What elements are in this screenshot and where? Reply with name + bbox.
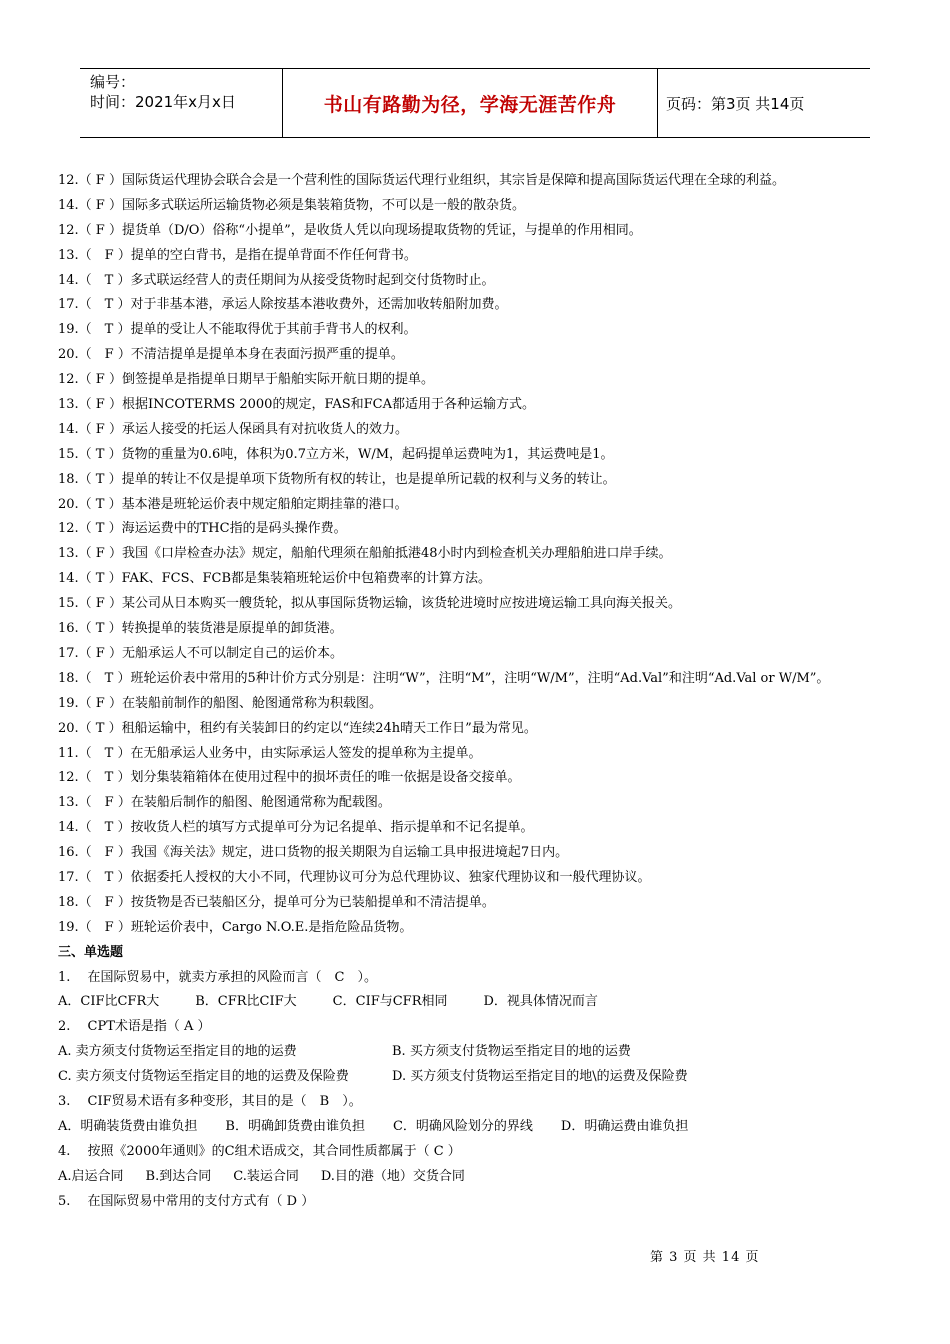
page-header xyxy=(80,68,870,138)
mc-option: D. 买方须支付货物运至指定目的地\的运费及保险费 xyxy=(392,1069,688,1085)
question-line: 13.（ F ）提单的空白背书，是指在提单背面不作任何背书。 xyxy=(58,247,417,263)
mc-option: A. 卖方须支付货物运至指定目的地的运费 xyxy=(58,1044,297,1060)
long-question: 18.（ T ）班轮运价表中常用的5种计价方式分别是：注明“W”，注明“M”，注明“W/M”，注明“Ad.Val”和注明“Ad.Val or W/M”。 xyxy=(58,670,830,686)
question-line: 13.（ F ）根据INCOTERMS 2000的规定，FAS和FCA都适用于各种运输方式。 xyxy=(58,397,535,413)
mc-question: 2. CPT术语是指（ A ） xyxy=(58,1019,211,1035)
question-line: 19.（ F ）在装船前制作的船图、舱图通常称为积载图。 xyxy=(58,695,382,711)
mc-question: 1. 在国际贸易中，就卖方承担的风险而言（ C ）。 xyxy=(58,969,377,985)
question-line: 12.（ F ）国际货运代理协会联合会是一个营利性的国际货运代理行业组织，其宗旨是保障和提高国际货运代理在全球的利益。 xyxy=(58,173,785,188)
question-line: 12.（ F ）倒签提单是指提单日期早于船舶实际开航日期的提单。 xyxy=(58,372,434,388)
question-line: 16.（ F ）我国《海关法》规定，进口货物的报关期限为自运输工具申报进境起7日内。 xyxy=(58,845,569,861)
mc-option: C.装运合同 xyxy=(233,1168,299,1184)
mc-option: C．明确风险划分的界线 xyxy=(392,1118,533,1134)
question-line: 19.（ T ）提单的受让人不能取得优于其前手背书人的权利。 xyxy=(58,322,417,338)
header-meta xyxy=(80,69,282,137)
question-line: 17.（ T ）依据委托人授权的大小不同，代理协议可分为总代理协议、独家代理协议和一般代理协议。 xyxy=(58,869,651,885)
question-line: 13.（ F ）在装船后制作的船图、舱图通常称为配载图。 xyxy=(58,795,391,811)
question-line: 18.（ F ）按货物是否已装船区分，提单可分为已装船提单和不清洁提单。 xyxy=(58,894,495,910)
mc-question: 5. 在国际贸易中常用的支付方式有（ D ） xyxy=(58,1193,315,1209)
mc-option: D.目的港（地）交货合同 xyxy=(320,1168,465,1184)
question-line: 15.（ F ）某公司从日本购买一艘货轮，拟从事国际货物运输，该货轮进境时应按进境运输工具向海关报关。 xyxy=(58,596,681,612)
mc-option: C. 卖方须支付货物运至指定目的地的运费及保险费 xyxy=(58,1069,349,1085)
question-line: 12.（ T ）海运运费中的THC指的是码头操作费。 xyxy=(58,521,347,537)
question-line: 20.（ T ）基本港是班轮运价表中规定船舶定期挂靠的港口。 xyxy=(58,496,408,512)
mc-options-row xyxy=(58,1165,894,1190)
mc-option: D．明确运费由谁负担 xyxy=(560,1118,689,1134)
question-line: 15.（ T ）货物的重量为0.6吨，体积为0.7立方米，W/M，起码提单运费吨为1，其运费吨是1。 xyxy=(58,446,614,462)
question-line: 16.（ T ）转换提单的装货港是原提单的卸货港。 xyxy=(58,621,343,637)
mc-option: B. 买方须支付货物运至指定目的地的运费 xyxy=(392,1044,631,1060)
question-line: 11.（ T ）在无船承运人业务中，由实际承运人签发的提单称为主提单。 xyxy=(58,745,482,761)
question-line: 14.（ F ）国际多式联运所运输货物必须是集装箱货物，不可以是一般的散杂货。 xyxy=(58,197,525,213)
question-line: 12.（ F ）提货单（D/O）俗称“小提单”，是收货人凭以向现场提取货物的凭证，与提单的作用相同。 xyxy=(58,222,642,238)
mc-options-row xyxy=(58,990,894,1015)
doc-number-label: 编号： xyxy=(90,73,136,91)
mc-option: C．CIF与CFR相同 xyxy=(332,994,448,1010)
page-footer: 第 3 页 共 14 页 xyxy=(650,1250,760,1265)
document-body xyxy=(58,169,894,1214)
section-title: 三、单选题 xyxy=(58,944,124,960)
mc-options-row xyxy=(58,1040,894,1065)
mc-options-row xyxy=(58,1065,894,1090)
question-line: 18.（ T ）提单的转让不仅是提单项下货物所有权的转让，也是提单所记载的权利与义务的转让。 xyxy=(58,471,616,487)
header-page-label: 页码：第3页 共14页 xyxy=(666,94,805,113)
question-line: 19.（ F ）班轮运价表中，Cargo N.O.E.是指危险品货物。 xyxy=(58,919,413,935)
doc-time-label: 时间：2021年x月x日 xyxy=(90,93,236,111)
question-line: 14.（ F ）承运人接受的托运人保函具有对抗收货人的效力。 xyxy=(58,421,408,437)
question-line: 14.（ T ）FAK、FCS、FCB都是集装箱班轮运价中包箱费率的计算方法。 xyxy=(58,571,491,587)
question-line: 20.（ F ）不清洁提单是提单本身在表面污损严重的提单。 xyxy=(58,347,404,363)
question-line: 14.（ T ）按收货人栏的填写方式提单可分为记名提单、指示提单和不记名提单。 xyxy=(58,820,534,836)
mc-option: A．明确装货费由谁负担 xyxy=(58,1118,198,1134)
mc-options-row xyxy=(58,1115,894,1140)
true-false-list xyxy=(58,169,894,667)
question-line: 14.（ T ）多式联运经营人的责任期间为从接受货物时起到交付货物时止。 xyxy=(58,272,495,288)
header-motto: 书山有路勤为径，学海无涯苦作舟 xyxy=(282,69,658,137)
mc-option: A.启运合同 xyxy=(58,1168,124,1184)
mc-question: 3. CIF贸易术语有多种变形，其目的是（ B ）。 xyxy=(58,1093,362,1109)
mc-option: D．视具体情况而言 xyxy=(483,994,598,1010)
mc-question: 4. 按照《2000年通则》的C组术语成交，其合同性质都属于（ C ） xyxy=(58,1143,461,1159)
mc-option: B.到达合同 xyxy=(145,1168,212,1184)
question-line: 17.（ T ）对于非基本港，承运人除按基本港收费外，还需加收转船附加费。 xyxy=(58,297,508,313)
question-line: 13.（ F ）我国《口岸检查办法》规定，船舶代理须在船舶抵港48小时内到检查机关办理船舶进口岸手续。 xyxy=(58,546,672,562)
question-line: 20.（ T ）租船运输中，租约有关装卸日的约定以“连续24h晴天工作日”最为常见。 xyxy=(58,720,537,736)
mc-option: B．CFR比CIF大 xyxy=(195,994,297,1010)
mc-option: A．CIF比CFR大 xyxy=(58,994,160,1010)
question-line: 17.（ F ）无船承运人不可以制定自己的运价本。 xyxy=(58,645,343,661)
question-line: 12.（ T ）划分集装箱箱体在使用过程中的损坏责任的唯一依据是设备交接单。 xyxy=(58,770,521,786)
mc-option: B．明确卸货费由谁负担 xyxy=(225,1118,365,1134)
true-false-list-2 xyxy=(58,692,894,941)
multiple-choice-list xyxy=(58,966,894,1215)
